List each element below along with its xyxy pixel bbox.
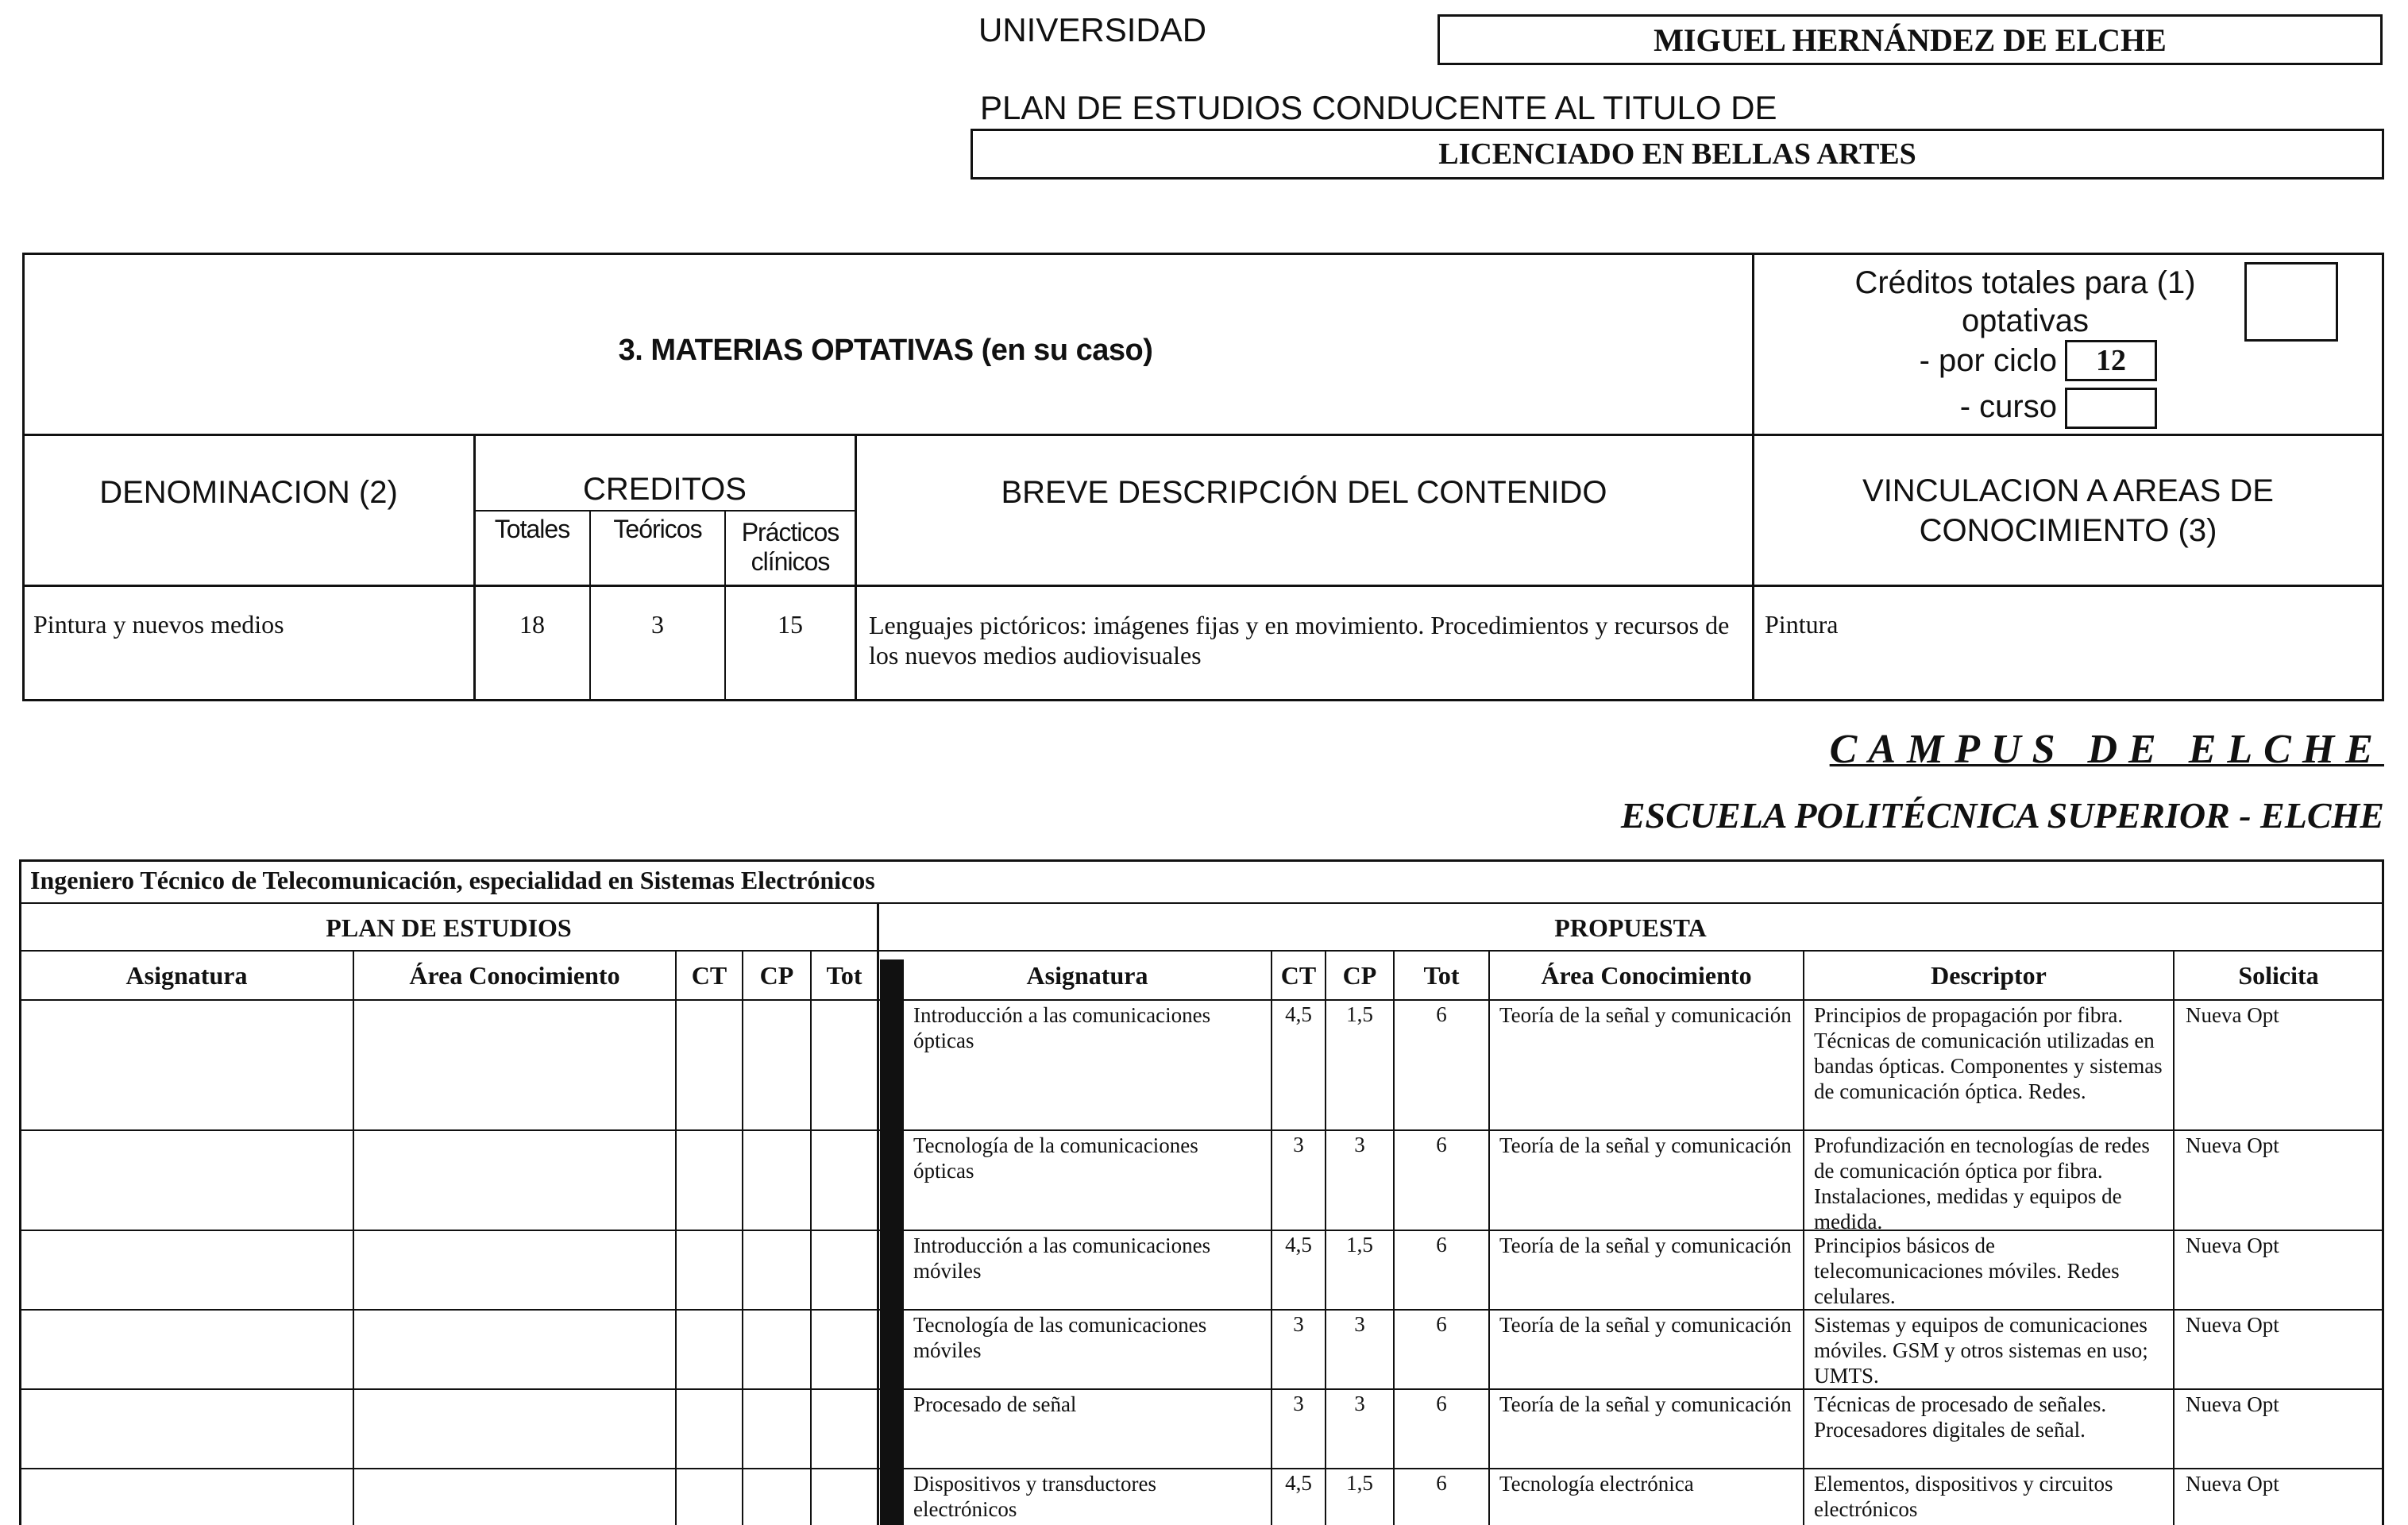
table-row-solicita: Nueva Opt bbox=[2186, 1392, 2279, 1416]
table-row-descriptor: Técnicas de procesado de señales. Procesadores digitales de señal. bbox=[1814, 1392, 2107, 1442]
table-row-area: Teoría de la señal y comunicación bbox=[1499, 1133, 1792, 1157]
row-practicos: 15 bbox=[778, 610, 803, 639]
col-descripcion: BREVE DESCRIPCIÓN DEL CONTENIDO bbox=[1001, 474, 1607, 510]
table-row-ct: 3 bbox=[1293, 1312, 1304, 1336]
row-vinculacion: Pintura bbox=[1765, 610, 1839, 639]
creditos-totales-line1: Créditos totales para (1) bbox=[1854, 265, 2196, 300]
table-row-asignatura: Procesado de señal bbox=[913, 1392, 1077, 1416]
separator-bar bbox=[880, 959, 904, 1525]
col-practicos-line1: Prácticos bbox=[741, 518, 839, 546]
table-row-descriptor: Principios de propagación por fibra. Técnicas de comunicación utilizadas en bandas ópticas. Componentes y sistemas de comunicación óptica. Redes. bbox=[1814, 1003, 2163, 1103]
table-row-solicita: Nueva Opt bbox=[2186, 1472, 2279, 1496]
titulo-value: LICENCIADO EN BELLAS ARTES bbox=[971, 129, 2384, 180]
row-descripcion: Lenguajes pictóricos: imágenes fijas y en movimiento. Procedimientos y recursos de los nuevos medios audiovisuales bbox=[869, 611, 1730, 670]
col-totales: Totales bbox=[494, 514, 570, 543]
plan-col-area: Área Conocimiento bbox=[409, 960, 620, 990]
table-row-cp: 3 bbox=[1354, 1133, 1365, 1156]
col-creditos: CREDITOS bbox=[583, 471, 747, 507]
plan-estudios-label: PLAN DE ESTUDIOS CONDUCENTE AL TITULO DE bbox=[980, 89, 1777, 126]
table-row-asignatura: Introducción a las comunicaciones ópticas bbox=[913, 1003, 1211, 1052]
table-row-area: Teoría de la señal y comunicación bbox=[1499, 1003, 1792, 1027]
creditos-totales-label bbox=[1787, 264, 2263, 340]
col-practicos-line2: clínicos bbox=[751, 547, 830, 576]
table-row-tot: 6 bbox=[1436, 1133, 1447, 1156]
campus-title: CAMPUS DE ELCHE bbox=[1829, 727, 2384, 772]
table-row-cp: 1,5 bbox=[1346, 1002, 1373, 1026]
table-row-ct: 4,5 bbox=[1285, 1002, 1312, 1026]
col-practicos bbox=[726, 512, 855, 583]
table-row-tot: 6 bbox=[1436, 1471, 1447, 1495]
table-row-cp: 1,5 bbox=[1346, 1233, 1373, 1257]
table-row-descriptor: Profundización en tecnologías de redes de comunicación óptica por fibra. Instalaciones, medidas y equipos de medida. bbox=[1814, 1133, 2150, 1234]
table-row-solicita: Nueva Opt bbox=[2186, 1234, 2279, 1257]
creditos-totales-line2: optativas bbox=[1961, 303, 2090, 338]
row-teoricos: 3 bbox=[651, 610, 664, 639]
propuesta-header: PROPUESTA bbox=[1554, 913, 1707, 942]
prop-col-cp: CP bbox=[1342, 960, 1377, 990]
prop-col-tot: Tot bbox=[1423, 960, 1460, 990]
optativas-section-title: 3. MATERIAS OPTATIVAS (en su caso) bbox=[618, 334, 1153, 367]
col-vinculacion bbox=[1754, 467, 2383, 554]
table-row-solicita: Nueva Opt bbox=[2186, 1313, 2279, 1337]
table-row-area: Teoría de la señal y comunicación bbox=[1499, 1313, 1792, 1337]
table-row-descriptor: Elementos, dispositivos y circuitos electrónicos bbox=[1814, 1472, 2113, 1521]
plan-estudios-header: PLAN DE ESTUDIOS bbox=[326, 913, 572, 942]
table-row-asignatura: Tecnología de la comunicaciones ópticas bbox=[913, 1133, 1198, 1183]
por-ciclo-value: 12 bbox=[2065, 340, 2157, 381]
universidad-value: MIGUEL HERNÁNDEZ DE ELCHE bbox=[1437, 14, 2383, 65]
table-row-tot: 6 bbox=[1436, 1392, 1447, 1415]
col-teoricos: Teóricos bbox=[613, 514, 702, 543]
row-totales: 18 bbox=[519, 610, 545, 639]
tabla-titulo: Ingeniero Técnico de Telecomunicación, especialidad en Sistemas Electrónicos bbox=[30, 866, 875, 894]
curso-label: - curso bbox=[1959, 389, 2057, 424]
table-row-ct: 4,5 bbox=[1285, 1233, 1312, 1257]
plan-col-cp: CP bbox=[759, 960, 794, 990]
table-row-asignatura: Tecnología de las comunicaciones móviles bbox=[913, 1313, 1207, 1362]
prop-col-descriptor: Descriptor bbox=[1931, 960, 2047, 990]
prop-col-solicita: Solicita bbox=[2238, 960, 2319, 990]
table-row-tot: 6 bbox=[1436, 1312, 1447, 1336]
col-vinculacion-line1: VINCULACION A AREAS DE bbox=[1862, 473, 2274, 508]
table-row-ct: 3 bbox=[1293, 1133, 1304, 1156]
por-ciclo-label: - por ciclo bbox=[1919, 343, 2057, 378]
table-row-area: Teoría de la señal y comunicación bbox=[1499, 1234, 1792, 1257]
row-denominacion: Pintura y nuevos medios bbox=[33, 610, 284, 639]
col-vinculacion-line2: CONOCIMIENTO (3) bbox=[1919, 513, 2217, 548]
table-row-descriptor: Sistemas y equipos de comunicaciones móviles. GSM y otros sistemas en uso; UMTS. bbox=[1814, 1313, 2148, 1388]
table-row-cp: 3 bbox=[1354, 1312, 1365, 1336]
prop-col-area: Área Conocimiento bbox=[1541, 960, 1752, 990]
table-row-cp: 1,5 bbox=[1346, 1471, 1373, 1495]
plan-col-tot: Tot bbox=[826, 960, 862, 990]
prop-col-asignatura: Asignatura bbox=[1026, 960, 1148, 990]
table-row-solicita: Nueva Opt bbox=[2186, 1003, 2279, 1027]
table-row-tot: 6 bbox=[1436, 1233, 1447, 1257]
table-row-cp: 3 bbox=[1354, 1392, 1365, 1415]
creditos-totales-box bbox=[2244, 262, 2338, 342]
escuela-title: ESCUELA POLITÉCNICA SUPERIOR - ELCHE bbox=[1620, 795, 2384, 836]
curso-value bbox=[2065, 388, 2157, 429]
table-row-ct: 4,5 bbox=[1285, 1471, 1312, 1495]
universidad-label: UNIVERSIDAD bbox=[978, 11, 1207, 48]
table-row-asignatura: Introducción a las comunicaciones móviles bbox=[913, 1234, 1211, 1283]
table-row-solicita: Nueva Opt bbox=[2186, 1133, 2279, 1157]
table-row-area: Teoría de la señal y comunicación bbox=[1499, 1392, 1792, 1416]
plan-col-asignatura: Asignatura bbox=[125, 960, 248, 990]
prop-col-ct: CT bbox=[1280, 960, 1317, 990]
table-row-descriptor: Principios básicos de telecomunicaciones móviles. Redes celulares. bbox=[1814, 1234, 2120, 1308]
table-row-asignatura: Dispositivos y transductores electrónicos bbox=[913, 1472, 1156, 1521]
table-row-tot: 6 bbox=[1436, 1002, 1447, 1026]
plan-col-ct: CT bbox=[691, 960, 727, 990]
col-denominacion: DENOMINACION (2) bbox=[99, 474, 398, 510]
table-row-ct: 3 bbox=[1293, 1392, 1304, 1415]
table-row-area: Tecnología electrónica bbox=[1499, 1472, 1694, 1496]
